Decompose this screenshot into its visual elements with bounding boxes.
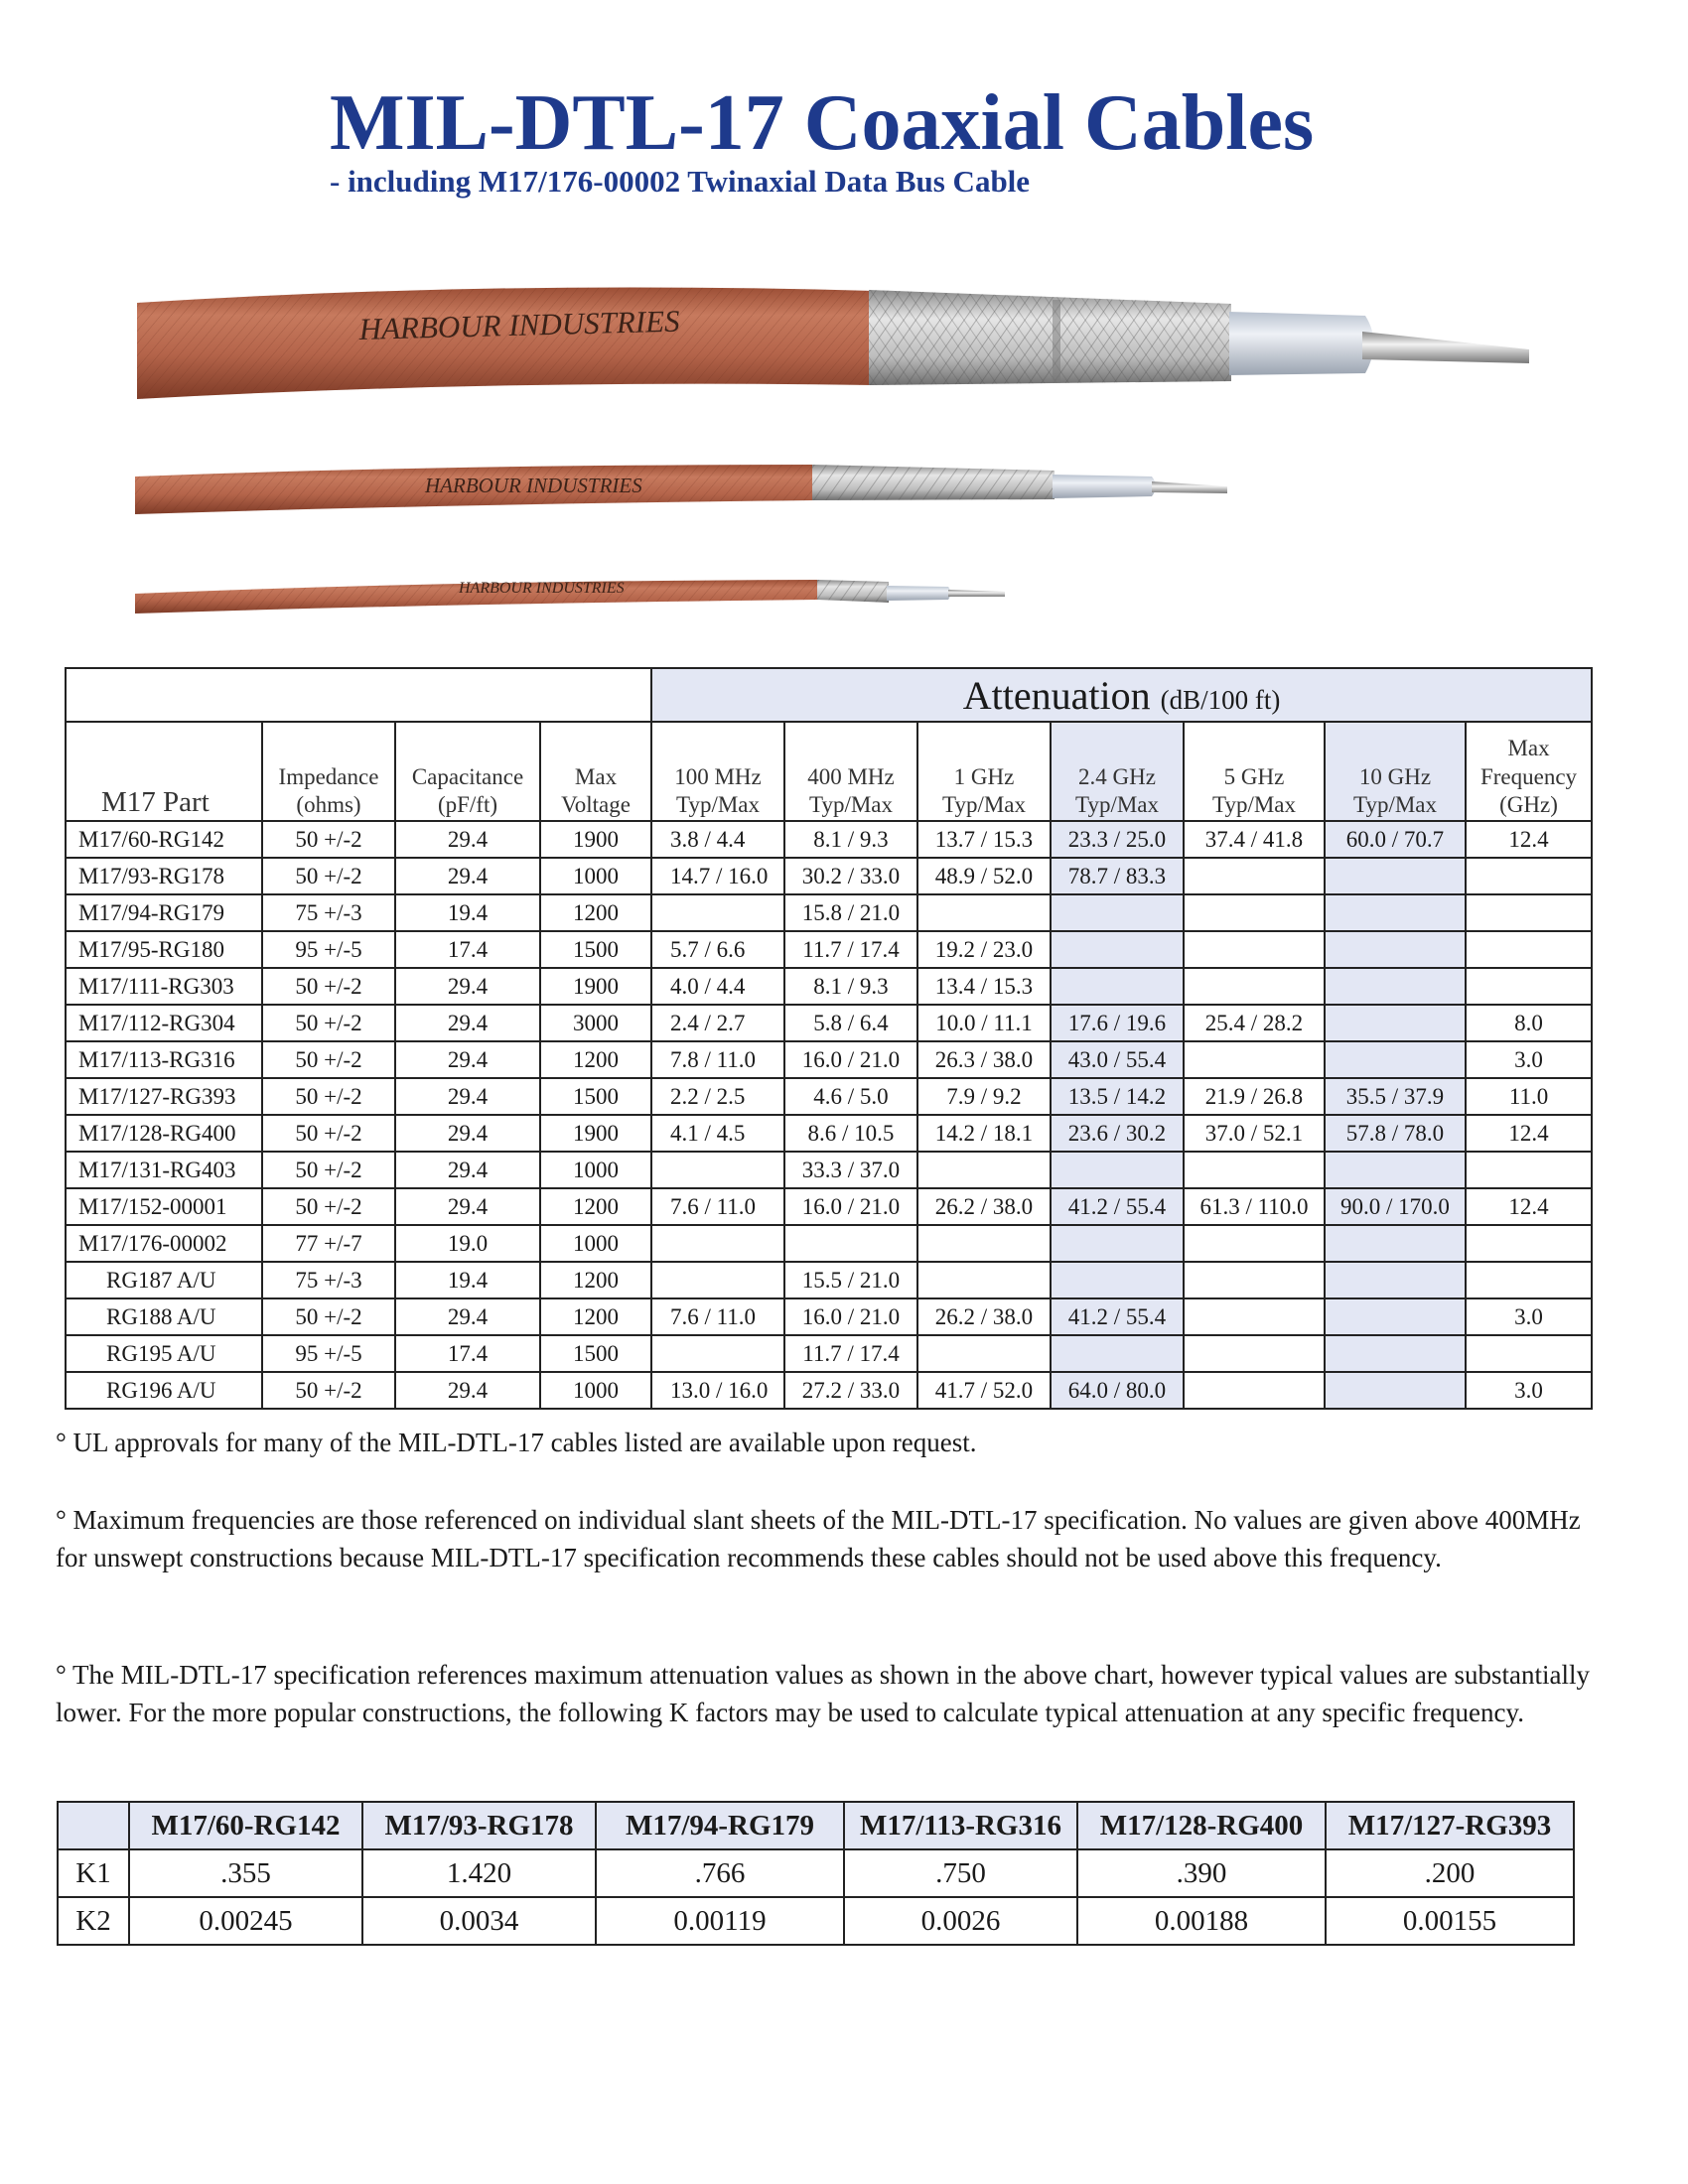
table-row xyxy=(66,821,1592,858)
cell-f5g xyxy=(1184,1041,1325,1078)
k-value: .390 xyxy=(1077,1849,1326,1897)
cell-f100: 5.7 / 6.6 xyxy=(651,931,784,968)
cell-f5g xyxy=(1184,1298,1325,1335)
cell-f24g: 23.6 / 30.2 xyxy=(1051,1115,1184,1152)
col-5ghz: 5 GHz Typ/Max xyxy=(1184,722,1325,821)
cell-f1g: 7.9 / 9.2 xyxy=(917,1078,1051,1115)
cell-part: M17/176-00002 xyxy=(66,1225,262,1262)
cell-part: RG195 A/U xyxy=(66,1335,262,1372)
col-voltage: Max Voltage xyxy=(540,722,651,821)
cell-f10g xyxy=(1325,1298,1466,1335)
cell-f24g xyxy=(1051,931,1184,968)
cell-f5g: 61.3 / 110.0 xyxy=(1184,1188,1325,1225)
k-value: 1.420 xyxy=(362,1849,596,1897)
attenuation-header xyxy=(651,668,1592,722)
cell-f24g: 64.0 / 80.0 xyxy=(1051,1372,1184,1409)
cell-cap: 29.4 xyxy=(395,1115,540,1152)
cell-volt: 1000 xyxy=(540,1152,651,1188)
cell-f24g xyxy=(1051,1335,1184,1372)
cell-f5g xyxy=(1184,894,1325,931)
cell-volt: 1900 xyxy=(540,968,651,1005)
cell-part: M17/93-RG178 xyxy=(66,858,262,894)
table-row xyxy=(66,1005,1592,1041)
table-row xyxy=(66,1188,1592,1225)
k-value: 0.00188 xyxy=(1077,1897,1326,1945)
cell-f5g: 21.9 / 26.8 xyxy=(1184,1078,1325,1115)
cell-f1g: 10.0 / 11.1 xyxy=(917,1005,1051,1041)
cell-f100: 13.0 / 16.0 xyxy=(651,1372,784,1409)
cell-part: RG196 A/U xyxy=(66,1372,262,1409)
cell-f24g xyxy=(1051,1225,1184,1262)
cell-f10g xyxy=(1325,1262,1466,1298)
cell-f1g xyxy=(917,1262,1051,1298)
cell-f10g xyxy=(1325,931,1466,968)
table-row xyxy=(66,1335,1592,1372)
cell-f5g xyxy=(1184,931,1325,968)
cell-f1g: 26.3 / 38.0 xyxy=(917,1041,1051,1078)
cell-f100 xyxy=(651,1262,784,1298)
cell-f24g: 23.3 / 25.0 xyxy=(1051,821,1184,858)
cell-f1g xyxy=(917,1225,1051,1262)
cell-f10g xyxy=(1325,968,1466,1005)
cell-imp: 50 +/-2 xyxy=(262,1078,395,1115)
cell-imp: 95 +/-5 xyxy=(262,931,395,968)
cell-f24g xyxy=(1051,1152,1184,1188)
cell-f1g: 26.2 / 38.0 xyxy=(917,1188,1051,1225)
k-row xyxy=(58,1849,1574,1897)
cell-volt: 1000 xyxy=(540,1225,651,1262)
table-row xyxy=(66,1262,1592,1298)
cell-f1g: 13.4 / 15.3 xyxy=(917,968,1051,1005)
cell-f400: 11.7 / 17.4 xyxy=(784,931,917,968)
cell-maxf: 3.0 xyxy=(1466,1041,1592,1078)
table-row xyxy=(66,1078,1592,1115)
col-max-frequency: Max Frequency (GHz) xyxy=(1466,722,1592,821)
page-subtitle: - including M17/176-00002 Twinaxial Data Bus Cable xyxy=(330,164,1031,199)
cell-f100: 14.7 / 16.0 xyxy=(651,858,784,894)
page-title: MIL-DTL-17 Coaxial Cables xyxy=(330,79,1315,167)
medium-cable xyxy=(135,465,1227,514)
cell-maxf: 8.0 xyxy=(1466,1005,1592,1041)
cell-f400: 16.0 / 21.0 xyxy=(784,1041,917,1078)
cell-imp: 50 +/-2 xyxy=(262,858,395,894)
cell-f100: 4.1 / 4.5 xyxy=(651,1115,784,1152)
cell-f24g: 41.2 / 55.4 xyxy=(1051,1188,1184,1225)
cell-maxf: 3.0 xyxy=(1466,1372,1592,1409)
cell-imp: 77 +/-7 xyxy=(262,1225,395,1262)
large-cable xyxy=(137,287,1529,399)
cell-maxf: 3.0 xyxy=(1466,1298,1592,1335)
table-row xyxy=(66,968,1592,1005)
cell-f5g xyxy=(1184,1335,1325,1372)
cell-volt: 1000 xyxy=(540,858,651,894)
cell-cap: 29.4 xyxy=(395,1041,540,1078)
cell-f5g xyxy=(1184,968,1325,1005)
col-10ghz: 10 GHz Typ/Max xyxy=(1325,722,1466,821)
cell-imp: 50 +/-2 xyxy=(262,821,395,858)
col-100mhz: 100 MHz Typ/Max xyxy=(651,722,784,821)
cell-f10g xyxy=(1325,1335,1466,1372)
cell-imp: 50 +/-2 xyxy=(262,968,395,1005)
note-ul-approvals: ° UL approvals for many of the MIL-DTL-17 cables listed are available upon request. xyxy=(56,1428,977,1457)
blank-header-cell xyxy=(66,668,651,722)
table-row xyxy=(66,1115,1592,1152)
table-row xyxy=(66,1041,1592,1078)
cell-part: M17/60-RG142 xyxy=(66,821,262,858)
cell-cap: 19.4 xyxy=(395,894,540,931)
cell-cap: 17.4 xyxy=(395,1335,540,1372)
k-col-header: M17/60-RG142 xyxy=(129,1802,362,1849)
cell-f1g xyxy=(917,1335,1051,1372)
k-value: 0.0026 xyxy=(844,1897,1077,1945)
cell-volt: 1500 xyxy=(540,1335,651,1372)
cell-maxf xyxy=(1466,1262,1592,1298)
cell-f10g xyxy=(1325,894,1466,931)
k-row-label: K2 xyxy=(58,1897,129,1945)
table-row xyxy=(66,1372,1592,1409)
cable-spec-table xyxy=(65,667,1593,1410)
col-1ghz: 1 GHz Typ/Max xyxy=(917,722,1051,821)
cell-cap: 29.4 xyxy=(395,821,540,858)
k-value: .750 xyxy=(844,1849,1077,1897)
cell-f10g xyxy=(1325,1225,1466,1262)
cell-f400: 11.7 / 17.4 xyxy=(784,1335,917,1372)
cell-imp: 50 +/-2 xyxy=(262,1188,395,1225)
cell-volt: 1200 xyxy=(540,1041,651,1078)
cell-imp: 75 +/-3 xyxy=(262,894,395,931)
cell-f5g: 25.4 / 28.2 xyxy=(1184,1005,1325,1041)
cell-f24g xyxy=(1051,968,1184,1005)
cell-cap: 29.4 xyxy=(395,1188,540,1225)
cell-maxf xyxy=(1466,894,1592,931)
cell-volt: 1900 xyxy=(540,1115,651,1152)
cell-f24g xyxy=(1051,1262,1184,1298)
cell-f100: 2.4 / 2.7 xyxy=(651,1005,784,1041)
col-capacitance: Capacitance (pF/ft) xyxy=(395,722,540,821)
attenuation-title: Attenuation xyxy=(962,672,1151,718)
k-corner-cell xyxy=(58,1802,129,1849)
k-col-header: M17/128-RG400 xyxy=(1077,1802,1326,1849)
cell-f24g: 78.7 / 83.3 xyxy=(1051,858,1184,894)
medium-cable-brand: HARBOUR INDUSTRIES xyxy=(425,474,642,497)
cell-f5g xyxy=(1184,1262,1325,1298)
table-row xyxy=(66,1298,1592,1335)
cell-f100: 4.0 / 4.4 xyxy=(651,968,784,1005)
note-max-frequencies: ° Maximum frequencies are those referenced on individual slant sheets of the MIL-DTL-17 specification. No values are given above 400MHz for unswept constructions because MIL-DTL-17 specification recommends these cables should not be used above this frequency. xyxy=(56,1505,1581,1572)
cell-volt: 1900 xyxy=(540,821,651,858)
cell-cap: 19.0 xyxy=(395,1225,540,1262)
k-value: .766 xyxy=(596,1849,844,1897)
k-value: .355 xyxy=(129,1849,362,1897)
attenuation-unit: (dB/100 ft) xyxy=(1160,684,1281,715)
cell-part: M17/152-00001 xyxy=(66,1188,262,1225)
col-impedance: Impedance (ohms) xyxy=(262,722,395,821)
cell-cap: 29.4 xyxy=(395,858,540,894)
cell-part: RG188 A/U xyxy=(66,1298,262,1335)
cell-imp: 50 +/-2 xyxy=(262,1005,395,1041)
k-col-header: M17/113-RG316 xyxy=(844,1802,1077,1849)
table-row xyxy=(66,858,1592,894)
cell-part: M17/95-RG180 xyxy=(66,931,262,968)
cell-f1g: 48.9 / 52.0 xyxy=(917,858,1051,894)
cell-imp: 50 +/-2 xyxy=(262,1298,395,1335)
k-col-header: M17/127-RG393 xyxy=(1326,1802,1574,1849)
cell-f400 xyxy=(784,1225,917,1262)
cell-f24g xyxy=(1051,894,1184,931)
k-row-label: K1 xyxy=(58,1849,129,1897)
cell-f100 xyxy=(651,1152,784,1188)
cell-maxf: 12.4 xyxy=(1466,1188,1592,1225)
cell-f100 xyxy=(651,1225,784,1262)
cell-f5g: 37.4 / 41.8 xyxy=(1184,821,1325,858)
cell-cap: 29.4 xyxy=(395,968,540,1005)
cell-f10g: 35.5 / 37.9 xyxy=(1325,1078,1466,1115)
cell-f24g: 41.2 / 55.4 xyxy=(1051,1298,1184,1335)
cell-f400: 8.6 / 10.5 xyxy=(784,1115,917,1152)
cell-cap: 29.4 xyxy=(395,1005,540,1041)
cell-maxf: 12.4 xyxy=(1466,1115,1592,1152)
cell-f24g: 13.5 / 14.2 xyxy=(1051,1078,1184,1115)
note-k-factors: ° The MIL-DTL-17 specification references maximum attenuation values as shown in the above chart, however typical values are substantially lower. For the more popular constructions, the following K factors may be used to calculate typical attenuation at any specific frequency. xyxy=(56,1660,1591,1727)
k-value: 0.0034 xyxy=(362,1897,596,1945)
k-col-header: M17/93-RG178 xyxy=(362,1802,596,1849)
cell-maxf xyxy=(1466,931,1592,968)
cell-part: M17/131-RG403 xyxy=(66,1152,262,1188)
cell-volt: 1200 xyxy=(540,1262,651,1298)
cell-f400: 16.0 / 21.0 xyxy=(784,1298,917,1335)
cell-f1g: 41.7 / 52.0 xyxy=(917,1372,1051,1409)
cell-f100: 7.8 / 11.0 xyxy=(651,1041,784,1078)
cell-f400: 33.3 / 37.0 xyxy=(784,1152,917,1188)
cell-f100: 3.8 / 4.4 xyxy=(651,821,784,858)
cell-part: M17/128-RG400 xyxy=(66,1115,262,1152)
cell-f1g: 19.2 / 23.0 xyxy=(917,931,1051,968)
cell-volt: 1000 xyxy=(540,1372,651,1409)
cell-f10g xyxy=(1325,1372,1466,1409)
table-row xyxy=(66,931,1592,968)
cell-cap: 19.4 xyxy=(395,1262,540,1298)
cell-imp: 50 +/-2 xyxy=(262,1372,395,1409)
cell-imp: 50 +/-2 xyxy=(262,1115,395,1152)
col-part: M17 Part xyxy=(66,722,262,821)
cell-imp: 50 +/-2 xyxy=(262,1041,395,1078)
cell-f100 xyxy=(651,894,784,931)
cell-volt: 3000 xyxy=(540,1005,651,1041)
cell-volt: 1500 xyxy=(540,931,651,968)
cell-imp: 95 +/-5 xyxy=(262,1335,395,1372)
k-value: .200 xyxy=(1326,1849,1574,1897)
cell-cap: 17.4 xyxy=(395,931,540,968)
cell-maxf xyxy=(1466,1152,1592,1188)
cell-part: M17/112-RG304 xyxy=(66,1005,262,1041)
cell-part: RG187 A/U xyxy=(66,1262,262,1298)
cell-f100: 7.6 / 11.0 xyxy=(651,1188,784,1225)
cell-maxf: 11.0 xyxy=(1466,1078,1592,1115)
cell-cap: 29.4 xyxy=(395,1078,540,1115)
cell-f1g: 26.2 / 38.0 xyxy=(917,1298,1051,1335)
cell-volt: 1200 xyxy=(540,1298,651,1335)
cell-f100: 2.2 / 2.5 xyxy=(651,1078,784,1115)
cell-f5g xyxy=(1184,1225,1325,1262)
k-col-header: M17/94-RG179 xyxy=(596,1802,844,1849)
k-value: 0.00155 xyxy=(1326,1897,1574,1945)
cell-part: M17/111-RG303 xyxy=(66,968,262,1005)
cell-f400: 30.2 / 33.0 xyxy=(784,858,917,894)
cell-f10g: 57.8 / 78.0 xyxy=(1325,1115,1466,1152)
cell-f10g xyxy=(1325,1005,1466,1041)
cell-volt: 1200 xyxy=(540,894,651,931)
cell-f100 xyxy=(651,1335,784,1372)
cell-part: M17/113-RG316 xyxy=(66,1041,262,1078)
table-row xyxy=(66,1225,1592,1262)
cell-f5g xyxy=(1184,1372,1325,1409)
cell-volt: 1200 xyxy=(540,1188,651,1225)
cell-maxf xyxy=(1466,1225,1592,1262)
table-row xyxy=(66,894,1592,931)
cell-part: M17/127-RG393 xyxy=(66,1078,262,1115)
col-400mhz: 400 MHz Typ/Max xyxy=(784,722,917,821)
cell-imp: 75 +/-3 xyxy=(262,1262,395,1298)
cell-f1g: 14.2 / 18.1 xyxy=(917,1115,1051,1152)
k-factor-table xyxy=(57,1801,1575,1946)
cable-illustrations xyxy=(0,0,1688,655)
cell-f400: 8.1 / 9.3 xyxy=(784,968,917,1005)
cell-f1g: 13.7 / 15.3 xyxy=(917,821,1051,858)
cell-f24g: 17.6 / 19.6 xyxy=(1051,1005,1184,1041)
cell-f1g xyxy=(917,894,1051,931)
k-value: 0.00119 xyxy=(596,1897,844,1945)
large-cable-brand: HARBOUR INDUSTRIES xyxy=(358,303,680,346)
cell-f400: 8.1 / 9.3 xyxy=(784,821,917,858)
cell-f24g: 43.0 / 55.4 xyxy=(1051,1041,1184,1078)
cell-maxf xyxy=(1466,858,1592,894)
cell-f10g xyxy=(1325,1152,1466,1188)
cell-f400: 16.0 / 21.0 xyxy=(784,1188,917,1225)
col-2-4ghz: 2.4 GHz Typ/Max xyxy=(1051,722,1184,821)
cell-f400: 5.8 / 6.4 xyxy=(784,1005,917,1041)
cell-f5g xyxy=(1184,858,1325,894)
cell-f400: 15.8 / 21.0 xyxy=(784,894,917,931)
cell-f10g xyxy=(1325,858,1466,894)
cell-f400: 15.5 / 21.0 xyxy=(784,1262,917,1298)
cell-f10g xyxy=(1325,1041,1466,1078)
small-cable-brand: HARBOUR INDUSTRIES xyxy=(459,580,625,597)
cell-maxf xyxy=(1466,1335,1592,1372)
cell-cap: 29.4 xyxy=(395,1372,540,1409)
cell-f10g: 90.0 / 170.0 xyxy=(1325,1188,1466,1225)
cell-part: M17/94-RG179 xyxy=(66,894,262,931)
cell-f100: 7.6 / 11.0 xyxy=(651,1298,784,1335)
cell-f10g: 60.0 / 70.7 xyxy=(1325,821,1466,858)
cell-f5g xyxy=(1184,1152,1325,1188)
table-row xyxy=(66,1152,1592,1188)
cell-f5g: 37.0 / 52.1 xyxy=(1184,1115,1325,1152)
cell-f400: 27.2 / 33.0 xyxy=(784,1372,917,1409)
cell-maxf xyxy=(1466,968,1592,1005)
cell-f400: 4.6 / 5.0 xyxy=(784,1078,917,1115)
cell-imp: 50 +/-2 xyxy=(262,1152,395,1188)
cell-f1g xyxy=(917,1152,1051,1188)
cell-volt: 1500 xyxy=(540,1078,651,1115)
k-value: 0.00245 xyxy=(129,1897,362,1945)
k-row xyxy=(58,1897,1574,1945)
cell-maxf: 12.4 xyxy=(1466,821,1592,858)
cell-cap: 29.4 xyxy=(395,1152,540,1188)
cell-cap: 29.4 xyxy=(395,1298,540,1335)
